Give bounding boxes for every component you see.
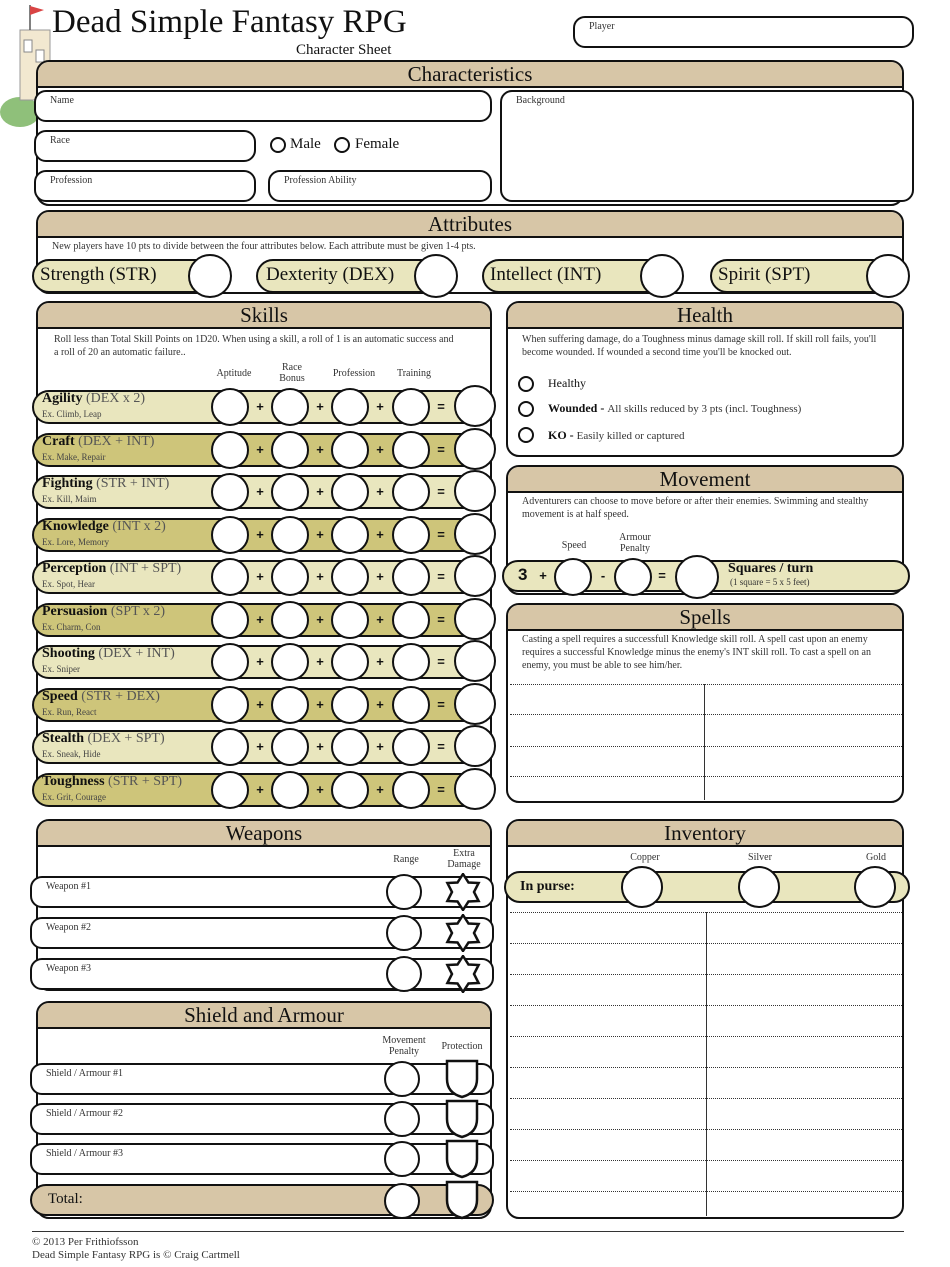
ko-description: Easily killed or captured: [576, 430, 685, 442]
skill-input-1[interactable]: [271, 388, 309, 426]
skill-input-0[interactable]: [211, 643, 249, 681]
attribute-spirit-value[interactable]: [866, 254, 910, 298]
movement-armour-value[interactable]: [614, 558, 652, 596]
skill-formula: (DEX + INT): [78, 433, 155, 449]
skill-name: [42, 604, 165, 620]
weapon-field[interactable]: [30, 917, 494, 949]
skill-example: Ex. Spot, Hear: [42, 579, 95, 589]
skill-example: Ex. Grit, Courage: [42, 791, 106, 802]
sheet-subtitle: Character Sheet: [296, 42, 392, 58]
skill-example: Ex. Sneak, Hide: [42, 749, 101, 759]
movement-base: 3: [518, 565, 528, 584]
profession-field[interactable]: [34, 170, 256, 202]
extra-damage-star-icon[interactable]: [444, 955, 482, 993]
skill-formula: (SPT x 2): [110, 603, 166, 619]
armour-total-bar: [30, 1184, 494, 1216]
skill-input-1[interactable]: [271, 771, 309, 809]
col-armour-penalty: Armour Penalty: [619, 532, 651, 554]
skill-input-1[interactable]: [271, 516, 309, 554]
skill-name-text: Craft: [42, 433, 75, 449]
armour-label: Shield / Armour #3: [46, 1148, 123, 1159]
skill-total[interactable]: [454, 428, 496, 470]
armour-movement[interactable]: [384, 1061, 420, 1097]
armour-field[interactable]: [30, 1143, 494, 1175]
skill-input-3[interactable]: [392, 558, 430, 596]
skill-operator: +: [256, 739, 264, 754]
skill-operator: +: [256, 399, 264, 414]
skill-total[interactable]: [454, 555, 496, 597]
skill-input-3[interactable]: [392, 431, 430, 469]
race-field[interactable]: [34, 130, 256, 162]
movement-unit: Squares / turn: [728, 561, 814, 576]
skills-description: Roll less than Total Skill Points on 1D20. When using a skill, a roll of 1 is an automatic success and a roll of 20 an automatic failure..: [54, 334, 454, 358]
skill-input-0[interactable]: [211, 558, 249, 596]
healthy-label: Healthy: [548, 376, 586, 390]
armour-total-label: Total:: [48, 1191, 83, 1207]
purse-silver[interactable]: [738, 866, 780, 908]
armour-field[interactable]: [30, 1103, 494, 1135]
movement-unit-note: (1 square = 5 x 5 feet): [730, 577, 810, 587]
footer-rule: [32, 1231, 904, 1232]
skill-operator: +: [376, 654, 384, 669]
movement-plus: +: [539, 568, 547, 583]
skill-operator: +: [316, 441, 324, 457]
background-field[interactable]: [500, 90, 914, 202]
col-training: Training: [396, 368, 432, 379]
skill-name: [42, 689, 160, 705]
skill-operator: +: [256, 611, 264, 627]
skill-operator: =: [437, 654, 445, 669]
skill-name-text: Speed: [42, 688, 78, 704]
wounded-radio[interactable]: [518, 401, 534, 417]
skill-total[interactable]: [454, 768, 496, 810]
extra-damage-star-icon[interactable]: [444, 873, 482, 911]
spell-line[interactable]: [510, 746, 902, 747]
skill-operator: +: [316, 654, 324, 669]
protection-shield-icon[interactable]: [445, 1139, 479, 1179]
weapon-label: Weapon #1: [46, 881, 92, 892]
col-extra-damage: Extra Damage: [447, 848, 481, 870]
background-label: Background: [516, 95, 565, 106]
attribute-dexterity-label: Dexterity (DEX): [266, 264, 395, 285]
skill-operator: +: [316, 739, 324, 754]
skill-name: [42, 476, 169, 492]
purse-copper[interactable]: [621, 866, 663, 908]
skill-name-text: Toughness: [42, 773, 105, 789]
skill-name-text: Persuasion: [42, 603, 108, 619]
skill-name: [42, 774, 182, 790]
skill-name: [42, 434, 154, 450]
skill-operator: +: [376, 739, 384, 754]
col-silver: Silver: [748, 852, 772, 863]
skill-input-1[interactable]: [271, 473, 309, 511]
col-profession: Profession: [332, 368, 376, 379]
spells-section: [506, 603, 904, 803]
skill-input-2[interactable]: [331, 473, 369, 511]
wounded-title: Wounded -: [548, 401, 605, 415]
skill-formula: (DEX x 2): [85, 391, 146, 406]
skill-operator: +: [376, 781, 384, 797]
weapon-range[interactable]: [386, 915, 422, 951]
weapon-label: Weapon #3: [46, 963, 92, 974]
col-speed: Speed: [561, 540, 587, 551]
skills-title: Skills: [38, 303, 490, 329]
skill-operator: +: [256, 526, 264, 542]
skill-example: Ex. Make, Repair: [42, 451, 106, 462]
armour-total-protection-icon[interactable]: [445, 1180, 479, 1220]
weapon-range[interactable]: [386, 874, 422, 910]
spells-description: Casting a spell requires a successfull Knowledge skill roll. A spell cast upon an enemy requires a successful Knowledge minus the enemy's INT skill roll. To cast a spell on an enemy, you must be able to see him/her.: [522, 634, 871, 671]
skill-input-2[interactable]: [331, 516, 369, 554]
skill-operator: +: [376, 441, 384, 457]
skill-formula: (INT x 2): [112, 518, 166, 534]
skill-input-1[interactable]: [271, 431, 309, 469]
weapon-range[interactable]: [386, 956, 422, 992]
skill-name-text: Shooting: [42, 646, 95, 661]
purse-gold[interactable]: [854, 866, 896, 908]
inventory-title: Inventory: [508, 821, 902, 847]
skill-input-0[interactable]: [211, 771, 249, 809]
weapons-title: Weapons: [38, 821, 490, 847]
skill-operator: =: [437, 484, 445, 499]
spell-line[interactable]: [510, 684, 902, 685]
skill-input-3[interactable]: [392, 728, 430, 766]
skill-operator: =: [437, 399, 445, 414]
health-title: Health: [508, 303, 902, 329]
skill-operator: =: [437, 696, 445, 712]
armour-title: Shield and Armour: [38, 1003, 490, 1029]
skill-input-0[interactable]: [211, 601, 249, 639]
skill-operator: +: [376, 611, 384, 627]
skill-input-3[interactable]: [392, 516, 430, 554]
female-label: Female: [355, 136, 400, 152]
protection-shield-icon[interactable]: [445, 1059, 479, 1099]
skill-example: Ex. Sniper: [42, 664, 80, 674]
skill-operator: +: [316, 611, 324, 627]
attributes-description: New players have 10 pts to divide between the four attributes below. Each attribute must be given 1-4 pts.: [52, 241, 476, 252]
skill-input-3[interactable]: [392, 643, 430, 681]
skill-operator: =: [437, 441, 445, 457]
name-label: Name: [50, 95, 74, 106]
skill-name-text: Perception: [42, 561, 107, 576]
male-label: Male: [290, 136, 321, 152]
skill-formula: (STR + INT): [96, 476, 170, 491]
skill-operator: +: [256, 569, 264, 584]
skill-input-2[interactable]: [331, 601, 369, 639]
attribute-spirit-label: Spirit (SPT): [718, 264, 811, 285]
col-race-bonus: Race Bonus: [279, 362, 305, 384]
col-range: Range: [393, 854, 419, 865]
skill-input-3[interactable]: [392, 473, 430, 511]
weapon-field[interactable]: [30, 876, 494, 908]
skill-example: Ex. Climb, Leap: [42, 409, 102, 419]
skill-formula: (INT + SPT): [109, 561, 182, 576]
skill-input-0[interactable]: [211, 686, 249, 724]
skill-name-text: Knowledge: [42, 518, 109, 534]
footer-credit: Dead Simple Fantasy RPG is © Craig Cartmell: [32, 1249, 240, 1261]
inventory-divider: [706, 912, 707, 1216]
skill-input-0[interactable]: [211, 388, 249, 426]
skill-operator: +: [376, 399, 384, 414]
skill-operator: =: [437, 781, 445, 797]
skill-name: [42, 391, 145, 407]
skill-name: [42, 519, 166, 535]
health-description: When suffering damage, do a Toughness minus damage skill roll. If skill roll fails, you'll become wounded. If wounded a second time you'll be knocked out.: [522, 334, 877, 358]
purse-bar: [504, 871, 910, 903]
skill-name-text: Stealth: [42, 731, 84, 746]
attribute-dexterity-value[interactable]: [414, 254, 458, 298]
skill-operator: =: [437, 569, 445, 584]
skill-operator: +: [256, 781, 264, 797]
skill-input-2[interactable]: [331, 686, 369, 724]
skill-example: Ex. Kill, Maim: [42, 494, 97, 504]
attribute-intellect-value[interactable]: [640, 254, 684, 298]
skill-operator: =: [437, 611, 445, 627]
skill-input-3[interactable]: [392, 388, 430, 426]
name-field[interactable]: [34, 90, 492, 122]
skill-input-2[interactable]: [331, 558, 369, 596]
skill-operator: +: [316, 781, 324, 797]
skill-total[interactable]: [454, 513, 496, 555]
ko-radio[interactable]: [518, 427, 534, 443]
skill-input-3[interactable]: [392, 686, 430, 724]
movement-description: Adventurers can choose to move before or after their enemies. Swimming and stealthy movement is at half speed.: [522, 496, 869, 520]
skill-input-2[interactable]: [331, 643, 369, 681]
spell-line[interactable]: [510, 714, 902, 715]
skill-name: [42, 731, 165, 747]
skill-input-2[interactable]: [331, 771, 369, 809]
skill-operator: +: [256, 441, 264, 457]
skill-example: Ex. Lore, Memory: [42, 536, 109, 547]
skill-input-1[interactable]: [271, 643, 309, 681]
attribute-strength-value[interactable]: [188, 254, 232, 298]
col-protection: Protection: [441, 1041, 483, 1052]
skill-example: Ex. Charm, Con: [42, 621, 101, 632]
skill-formula: (DEX + INT): [98, 646, 175, 661]
skill-operator: +: [256, 654, 264, 669]
player-label: Player: [589, 21, 615, 32]
skill-input-3[interactable]: [392, 771, 430, 809]
skill-total[interactable]: [454, 683, 496, 725]
skill-input-1[interactable]: [271, 601, 309, 639]
col-movement-penalty: Movement Penalty: [382, 1035, 426, 1057]
purse-label: In purse:: [520, 879, 575, 894]
skill-operator: +: [256, 696, 264, 712]
skill-formula: (STR + DEX): [81, 688, 160, 704]
skill-operator: +: [316, 526, 324, 542]
skill-operator: +: [376, 696, 384, 712]
attributes-title: Attributes: [38, 212, 902, 238]
healthy-radio[interactable]: [518, 376, 534, 392]
spells-title: Spells: [508, 605, 902, 631]
player-field[interactable]: [573, 16, 914, 48]
armour-label: Shield / Armour #2: [46, 1108, 123, 1119]
skill-operator: +: [256, 484, 264, 499]
skill-total[interactable]: [454, 725, 496, 767]
skill-input-2[interactable]: [331, 431, 369, 469]
movement-total-value[interactable]: [675, 555, 719, 599]
skill-input-1[interactable]: [271, 728, 309, 766]
spell-line[interactable]: [510, 776, 902, 777]
col-aptitude: Aptitude: [216, 368, 252, 379]
male-radio[interactable]: [270, 137, 286, 153]
profession-ability-label: Profession Ability: [284, 175, 357, 186]
skill-formula: (DEX + SPT): [87, 731, 165, 746]
skill-input-1[interactable]: [271, 686, 309, 724]
extra-damage-star-icon[interactable]: [444, 914, 482, 952]
skill-name-text: Agility: [42, 391, 83, 406]
ko-label: [548, 428, 685, 443]
profession-ability-field[interactable]: [268, 170, 492, 202]
ko-title: KO -: [548, 428, 574, 442]
armour-field[interactable]: [30, 1063, 494, 1095]
sheet-title: Dead Simple Fantasy RPG: [52, 4, 407, 40]
movement-speed-value[interactable]: [554, 558, 592, 596]
movement-minus: -: [600, 568, 606, 583]
spells-divider: [704, 684, 705, 800]
skill-input-3[interactable]: [392, 601, 430, 639]
skill-operator: =: [437, 526, 445, 542]
wounded-label: [548, 401, 801, 416]
skill-operator: +: [376, 526, 384, 542]
skill-input-2[interactable]: [331, 388, 369, 426]
protection-shield-icon[interactable]: [445, 1099, 479, 1139]
profession-label: Profession: [50, 175, 93, 186]
skill-input-0[interactable]: [211, 473, 249, 511]
skill-operator: +: [316, 696, 324, 712]
skill-total[interactable]: [454, 470, 496, 512]
skill-input-0[interactable]: [211, 728, 249, 766]
skill-operator: +: [316, 484, 324, 499]
wounded-description: All skills reduced by 3 pts (incl. Toughness): [607, 403, 802, 415]
skill-input-0[interactable]: [211, 516, 249, 554]
skill-operator: =: [437, 739, 445, 754]
skill-example: Ex. Run, React: [42, 706, 97, 717]
skill-operator: +: [316, 399, 324, 414]
skill-input-0[interactable]: [211, 431, 249, 469]
attribute-strength-label: Strength (STR): [40, 264, 157, 285]
armour-total-movement[interactable]: [384, 1183, 420, 1219]
skill-total[interactable]: [454, 598, 496, 640]
skill-input-1[interactable]: [271, 558, 309, 596]
attribute-intellect-label: Intellect (INT): [490, 264, 602, 285]
armour-movement[interactable]: [384, 1101, 420, 1137]
skill-input-2[interactable]: [331, 728, 369, 766]
weapon-label: Weapon #2: [46, 922, 92, 933]
skill-name-text: Fighting: [42, 476, 93, 491]
movement-title: Movement: [508, 467, 902, 493]
skill-name: [42, 561, 181, 577]
col-copper: Copper: [630, 852, 660, 863]
skill-operator: +: [316, 569, 324, 584]
characteristics-title: Characteristics: [38, 62, 902, 88]
race-label: Race: [50, 135, 70, 146]
skill-operator: +: [376, 484, 384, 499]
skill-total[interactable]: [454, 640, 496, 682]
skill-total[interactable]: [454, 385, 496, 427]
col-gold: Gold: [866, 852, 886, 863]
armour-label: Shield / Armour #1: [46, 1068, 123, 1079]
movement-equals: =: [658, 568, 666, 583]
weapon-field[interactable]: [30, 958, 494, 990]
armour-movement[interactable]: [384, 1141, 420, 1177]
skill-formula: (STR + SPT): [108, 773, 183, 789]
skill-name: [42, 646, 175, 662]
female-radio[interactable]: [334, 137, 350, 153]
footer-copyright: © 2013 Per Frithiofsson: [32, 1236, 139, 1248]
skill-operator: +: [376, 569, 384, 584]
